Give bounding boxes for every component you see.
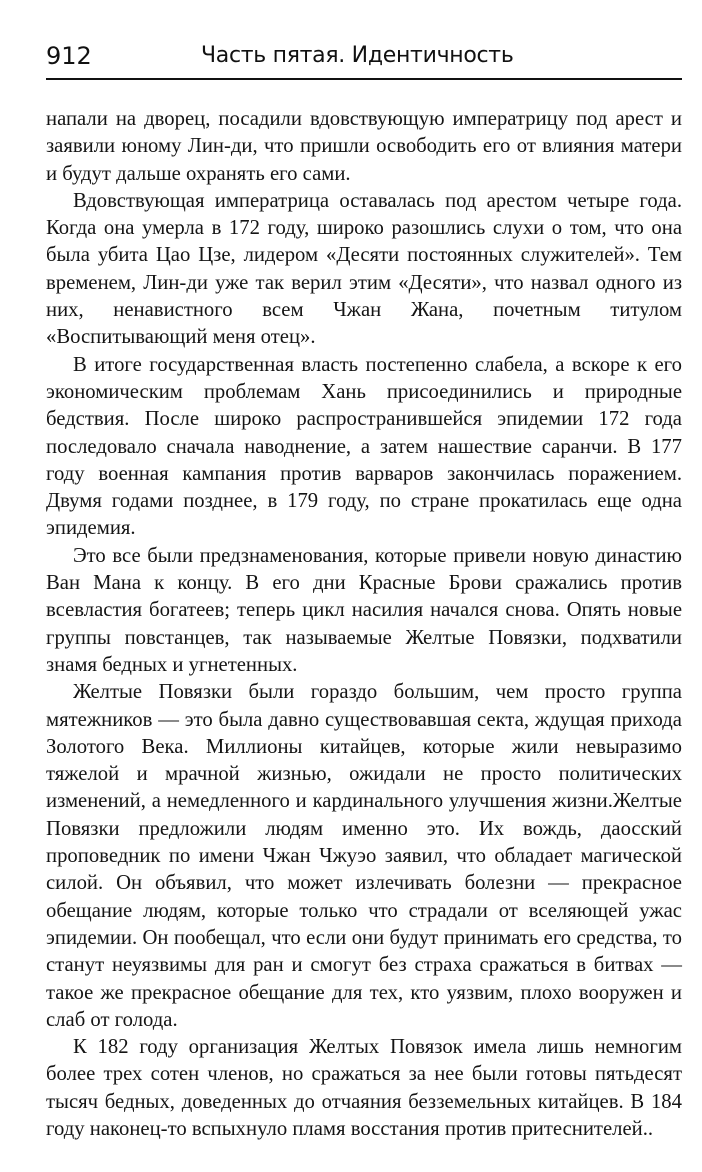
paragraph: В итоге государственная власть постепенно слабела, а вскоре к его экономическим проблемам Хань присоединились и природные бедствия. После широко распространившейся эпидемии 172 года последовало сначала наводнение, а затем нашествие саранчи. В 177 году военная кампания против варваров закончилась поражением. Двумя годами позднее, в 179 году, по стране прокатилась еще одна эпидемия. xyxy=(46,353,682,540)
paragraph: Желтые Повязки были гораздо большим, чем просто группа мятежников — это была давно существовавшая секта, ждущая прихода Золотого Века. Миллионы китайцев, которые жили невыразимо тяжелой и мрачной жизнью, ожидали не просто политических изменений, а немедленного и кардинального улучшения жизни.Желтые Повязки предложили людям именно это. Их вождь, даосский проповедник по имени Чжан Чжуэо заявил, что обладает магической силой. Он объявил, что может излечивать болезни — прекрасное обещание людям, которые только что страдали от вселяющей ужас эпидемии. Он пообещал, что если они будут принимать его средства, то станут неуязвимы для ран и смогут без страха сражаться в битвах — такое же прекрасное обещание для тех, кто уязвим, плохо вооружен и слаб от голода. xyxy=(46,681,682,1031)
paragraph-continued: напали на дворец, посадили вдовствующую императрицу под арест и заявили юному Лин-ди, что пришли освободить его от влияния матери и будут дальше охранять его сами. xyxy=(46,108,682,185)
paragraph: Вдовствующая императрица оставалась под арестом четыре года. Когда она умерла в 172 году, широко разошлись слухи о том, что она была убита Цао Цзе, лидером «Десяти постоянных служителей». Тем временем, Лин-ди уже так верил этим «Десяти», что назвал одного из них, ненавистного всем Чжан Жана, почетным титулом «Воспитывающий меня отец». xyxy=(46,189,682,349)
header-rule xyxy=(46,78,682,80)
page-number: 912 xyxy=(46,42,92,70)
page-header xyxy=(46,40,682,80)
running-head: Часть пятая. Идентичность xyxy=(201,43,514,68)
body-text xyxy=(46,106,682,1143)
paragraph: Это все были предзнаменования, которые привели новую династию Ван Мана к концу. В его дни Красные Брови сражались против всевластия богатеев; теперь цикл насилия начался снова. Опять новые группы повстанцев, так называемые Желтые Повязки, подхватили знамя бедных и угнетенных. xyxy=(46,544,682,676)
paragraph: К 182 году организация Желтых Повязок имела лишь немногим более трех сотен членов, но сражаться за нее были готовы пятьдесят тысяч бедных, доведенных до отчаяния безземельных китайцев. В 184 году наконец-то вспыхнуло пламя восстания против притеснителей.. xyxy=(46,1036,682,1140)
